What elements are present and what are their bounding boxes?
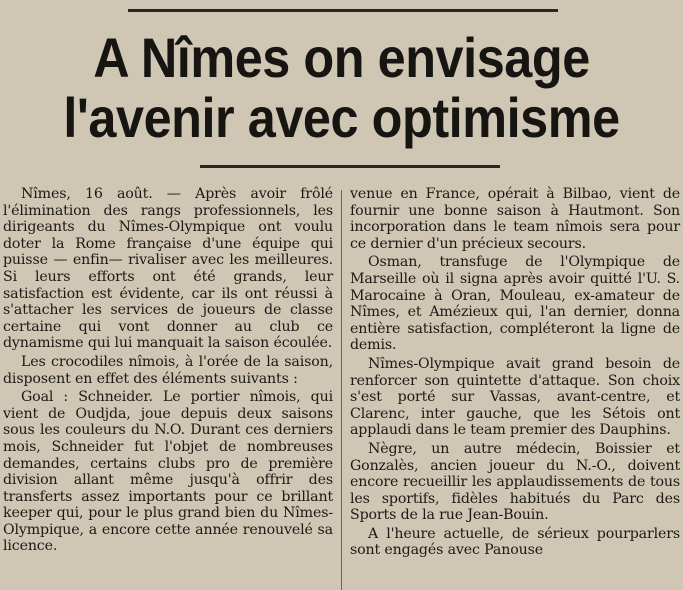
article-headline [34,28,649,148]
paragraph: Osman, transfuge de l'Olympique de Marseille où il signa après avoir quitté l'U. S. Marocaine à Oran, Mouleau, ex-amateur de Nîmes, et Amézieux qui, l'an dernier, donna entière satisfaction, compléteront la ligne de demis. [350,254,680,354]
top-rule [128,9,558,12]
paragraph: Nègre, un autre médecin, Boissier et Gonzalès, ancien joueur du N.-O., doivent encore recueillir les applaudissements de tous les sportifs, fidèles habitués du Parc des Sports de la rue Jean-Bouin. [350,440,680,524]
paragraph: Les crocodiles nîmois, à l'orée de la saison, disposent en effet des éléments suivants : [3,353,333,387]
column-divider [341,190,342,590]
paragraph: Nîmes, 16 août. — Après avoir frôlé l'élimination des rangs professionnels, les dirigeants du Nîmes-Olympique ont voulu doter la Rome française d'une équipe qui puisse — enfin— rivaliser avec les meilleures. Si leurs efforts ont été grands, leur satisfaction est évidente, car ils ont réussi à s'attacher les services de joueurs de classe certaine qui vont donner au club ce dynamisme qui lui manquait la saison écoulée. [3,186,333,352]
paragraph: venue en France, opérait à Bilbao, vient de fournir une bonne saison à Hautmont. Son incorporation dans le team nîmois sera pour ce dernier d'un précieux secours. [350,186,680,252]
paragraph: Nîmes-Olympique avait grand besoin de renforcer son quintette d'attaque. Son choix s'est porté sur Vassas, avant-centre, et Clarenc, inter gauche, que les Sétois ont applaudi dans le team premier des Dauphins. [350,355,680,439]
paragraph: A l'heure actuelle, de sérieux pourparlers sont engagés avec Panouse [350,525,680,559]
paragraph: Goal : Schneider. Le portier nîmois, qui vient de Oudjda, joue depuis deux saisons sous les couleurs du N.O. Durant ces derniers mois, Schneider fut l'objet de nombreuses demandes, certains clubs pro de première division allant même jusqu'à offrir des transferts assez importants pour ce brillant keeper qui, pour le plus grand bien du Nîmes-Olympique, a encore cette année renouvelé sa licence. [3,389,333,555]
right-column [350,186,680,561]
headline-line-2: l'avenir avec optimisme [63,86,620,149]
left-column [3,186,333,557]
headline-rule [200,165,500,168]
headline-line-1: A Nîmes on envisage [93,26,590,89]
